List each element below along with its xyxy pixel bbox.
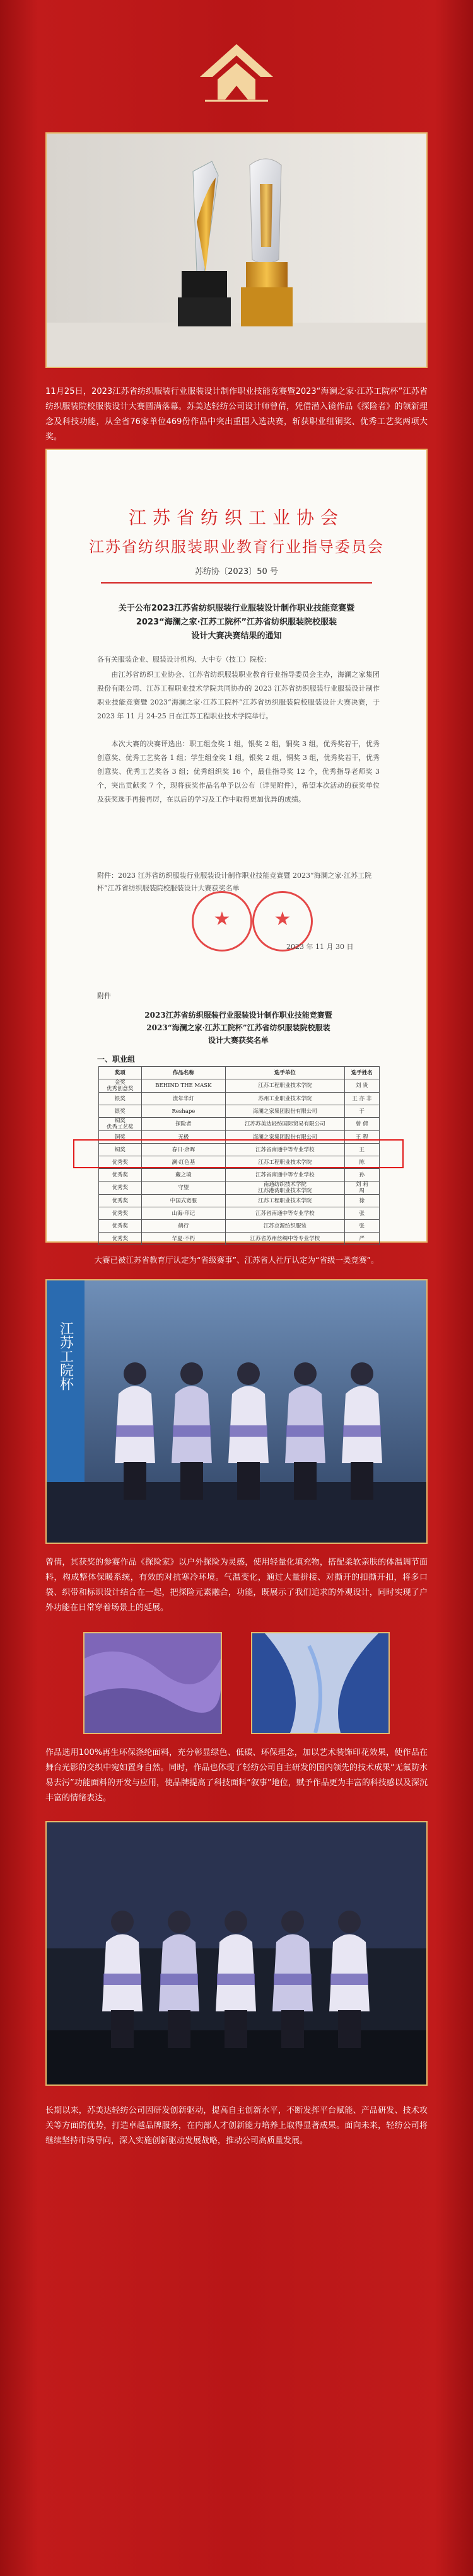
table-cell: 优秀奖	[99, 1220, 142, 1233]
table-cell: BEHIND THE MASK	[141, 1079, 226, 1093]
fabric-photo-2	[252, 1633, 388, 1733]
document-number: 苏纺协〔2023〕50 号	[195, 567, 278, 577]
salutation: 各有关服装企业、服装设计机构、大中专（技工）院校：	[97, 655, 271, 664]
list-title-1: 2023江苏省纺织服装行业服装设计制作职业技能竞赛暨	[144, 1011, 332, 1020]
table-cell: 张	[344, 1207, 379, 1220]
trophy-photo	[47, 134, 426, 367]
table-cell: 江苏工程职业技术学院	[226, 1079, 344, 1093]
table-cell: 优秀奖	[99, 1156, 142, 1169]
table-row	[99, 1207, 380, 1220]
table-cell: 守望	[141, 1182, 226, 1195]
notice-paragraph-1: 由江苏省纺织工业协会、江苏省纺织服装职业教育行业指导委员会主办，海澜之家集团股份有限公司、江苏工程职业技术学院共同协办的 2023 江苏省纺织服装行业服装设计制作职业技能竞赛暨 2023“海澜之家·江苏工院杯”江苏省纺织服装院校服装设计大赛决赛，于2023 年 11 月 24-25 日在江苏工程职业技术学院举行。	[97, 670, 380, 720]
intro-paragraph: 11月25日，2023江苏省纺织服装行业服装设计制作职业技能竞赛暨2023“海澜之家·江苏工院杯”江苏省纺织服装院校服装设计大赛圆满落幕。苏美达轻纺公司设计师曾倩，凭借潜入镜作品《探险者》的领新理念及科技功能，从全省76家单位469份作品中突出重围入选决赛，斩获职业组铜奖、优秀工艺奖两项大奖。	[45, 387, 428, 442]
table-cell: 流年华灯	[141, 1093, 226, 1105]
table-cell: 江苏省苏州丝绸中等专业学校	[226, 1233, 344, 1245]
table-header-1: 作品名称	[141, 1067, 226, 1079]
notice-title-2: 2023“海澜之家·江苏工院杯”江苏省纺织服装院校服装	[136, 618, 337, 627]
brand-logo-icon	[192, 42, 281, 102]
table-row	[99, 1105, 380, 1118]
table-cell: 优秀奖	[99, 1169, 142, 1182]
fabric-photo-1	[85, 1633, 221, 1733]
runway-photo-frame-2	[45, 1821, 428, 2086]
table-cell: 江苏工程职业技术学院	[226, 1195, 344, 1207]
table-cell: 严	[344, 1233, 379, 1245]
table-cell: 探险者	[141, 1118, 226, 1131]
table-cell: 银奖	[99, 1105, 142, 1118]
closing-paragraph: 长期以来，苏美达轻纺公司因研发创新驱动，提高自主创新水平，不断发挥平台赋能、产品研发、技术攻关等方面的优势，打造卓越品牌服务，在内部人才创新能力培养上取得显著成果。面向未来，轻纺公司将继续坚持市场导向，深入实施创新驱动发展战略，推动公司高质量发展。	[45, 2106, 428, 2146]
official-seal-left: ★	[192, 891, 252, 952]
table-cell: 孙	[344, 1169, 379, 1182]
table-cell: 徐	[344, 1195, 379, 1207]
table-cell: 铜奖	[99, 1144, 142, 1156]
table-cell: 江苏省南通中等专业学校	[226, 1207, 344, 1220]
runway-photo-frame-1	[45, 1279, 428, 1544]
table-cell: 曾 倩	[344, 1118, 379, 1131]
table-cell: 王 亦 非	[344, 1093, 379, 1105]
table-cell: 刘 莉 周	[344, 1182, 379, 1195]
table-cell: 华夏·不朽	[141, 1233, 226, 1245]
org-name-line1: 江苏省纺织工业协会	[128, 507, 344, 528]
table-cell: 江苏京源纺织服装	[226, 1220, 344, 1233]
table-cell: 张	[344, 1220, 379, 1233]
table-cell: 王 程	[344, 1131, 379, 1144]
competition-caption: 大赛已被江苏省教育厅认定为“省级赛事”、江苏省人社厅认定为“省级一类竞赛”。	[94, 1255, 379, 1265]
table-cell: 银奖	[99, 1093, 142, 1105]
table-cell: 江苏苏美达轻纺国际贸易有限公司	[226, 1118, 344, 1131]
notice-paragraph-2: 本次大赛的决赛评选出：职工组金奖 1 组，银奖 2 组，铜奖 3 组，优秀奖若干，优秀创意奖、优秀工艺奖各 1 组；学生组金奖 1 组，银奖 2 组，铜奖 3 组，优秀奖若干，优秀创意奖、优秀工艺奖各 3 组；优秀组织奖 16 个，最佳指导奖 12 个，优秀指导老师奖 3 个，突出贡献奖 7 个，现将获奖作品名单予以公布（详见附件），希望本次活动的获奖单位及获奖选手再接再厉，在以后的学习及工作中取得更加优异的成绩。	[97, 740, 380, 803]
table-cell: 南通纺织技术学院 江苏港湾职业技术学院	[226, 1182, 344, 1195]
table-cell: 铜奖	[99, 1131, 142, 1144]
table-cell: 藏之境	[141, 1169, 226, 1182]
table-cell: 王	[344, 1144, 379, 1156]
trophy-photo-frame	[45, 132, 428, 368]
highlight-box	[73, 1139, 404, 1168]
fabric-description: 作品选用100%再生环保涤纶面料，充分彰显绿色、低碳、环保理念，加以艺术装饰印花效果，使作品在舞台光影的交织中宛如置身自然。同时，作品也体现了轻纺公司自主研发的国内领先的技术成果“无氟防水易去污”功能面料的开发与应用，使品牌提高了科技面料“叙事”地位，赋予作品更为丰富的科技感以及深沉丰富的情绪表达。	[45, 1748, 428, 1803]
runway-photo-2	[47, 1822, 426, 2084]
table-cell: 澜·红色基	[141, 1156, 226, 1169]
design-description: 曾倩，其获奖的参赛作品《探险家》以户外探险为灵感，使用轻量化填充物，搭配柔软亲肤的体温调节面料，构成整体保暖系统，有效的对抗寒冷环境。气温变化，通过大量拼接、对撕开的扣撕开扣，将多口袋、织带和标识设计结合在一起，把探险元素融合，功能，既展示了我们追求的外观设计，同时实现了户外功能在日常穿着场景上的延展。	[45, 1558, 428, 1613]
table-row	[99, 1233, 380, 1245]
table-cell: Reshape	[141, 1105, 226, 1118]
table-cell: 江苏工程职业技术学院	[226, 1156, 344, 1169]
fabric-photo-frame-2	[251, 1632, 390, 1734]
table-cell: 海澜之家集团股份有限公司	[226, 1131, 344, 1144]
table-row	[99, 1220, 380, 1233]
table-cell: 山海·印记	[141, 1207, 226, 1220]
section-heading: 一、职业组	[97, 1055, 136, 1064]
table-header-3: 选手姓名	[344, 1067, 379, 1079]
notice-title-1: 关于公布2023江苏省纺织服装行业服装设计制作职业技能竞赛暨	[118, 604, 355, 613]
runway-banner-text: 江苏工院杯	[57, 1321, 74, 1391]
notice-date: 2023 年 11 月 30 日	[286, 943, 354, 951]
table-cell: 苏州工业职业技术学院	[226, 1093, 344, 1105]
attachment-note: 附件：2023 江苏省纺织服装行业服装设计制作职业技能竞赛暨 2023“海澜之家·江苏工院杯”江苏省纺织服装院校服装设计大赛获奖名单	[97, 871, 372, 892]
table-cell: 优秀奖	[99, 1233, 142, 1245]
official-seal-right: ★	[252, 891, 313, 952]
table-cell: 优秀奖	[99, 1207, 142, 1220]
table-row	[99, 1182, 380, 1195]
table-row	[99, 1118, 380, 1131]
table-cell: 刘 贵	[344, 1079, 379, 1093]
table-cell: 优秀奖	[99, 1195, 142, 1207]
table-row	[99, 1079, 380, 1093]
table-cell: 海澜之家集团股份有限公司	[226, 1105, 344, 1118]
table-cell: 鹤行	[141, 1220, 226, 1233]
table-cell: 铜奖 优秀工艺奖	[99, 1118, 142, 1131]
table-cell: 江苏省南通中等专业学校	[226, 1169, 344, 1182]
notice-title-3: 设计大赛决赛结果的通知	[191, 631, 282, 641]
official-notice-document	[45, 449, 428, 1243]
list-title-3: 设计大赛获奖名单	[207, 1036, 269, 1045]
attachment-label: 附件	[97, 992, 111, 1000]
table-row	[99, 1169, 380, 1182]
table-header-2: 选手单位	[226, 1067, 344, 1079]
table-cell: 金奖 优秀创意奖	[99, 1079, 142, 1093]
table-row	[99, 1093, 380, 1105]
fabric-photo-frame-1	[83, 1632, 222, 1734]
table-cell: 中国式宽服	[141, 1195, 226, 1207]
table-cell: 无极	[141, 1131, 226, 1144]
table-cell: 陈	[344, 1156, 379, 1169]
org-name-line2: 江苏省纺织服装职业教育行业指导委员会	[89, 538, 384, 556]
list-title-2: 2023“海澜之家·江苏工院杯”江苏省纺织服装院校服装	[146, 1023, 330, 1032]
runway-photo-1	[47, 1280, 426, 1543]
table-cell: 于	[344, 1105, 379, 1118]
table-cell: 江苏省南通中等专业学校	[226, 1144, 344, 1156]
table-header-0: 奖项	[99, 1067, 142, 1079]
red-divider	[101, 582, 372, 584]
table-row	[99, 1195, 380, 1207]
table-cell: 优秀奖	[99, 1182, 142, 1195]
table-cell: 春日·余晖	[141, 1144, 226, 1156]
